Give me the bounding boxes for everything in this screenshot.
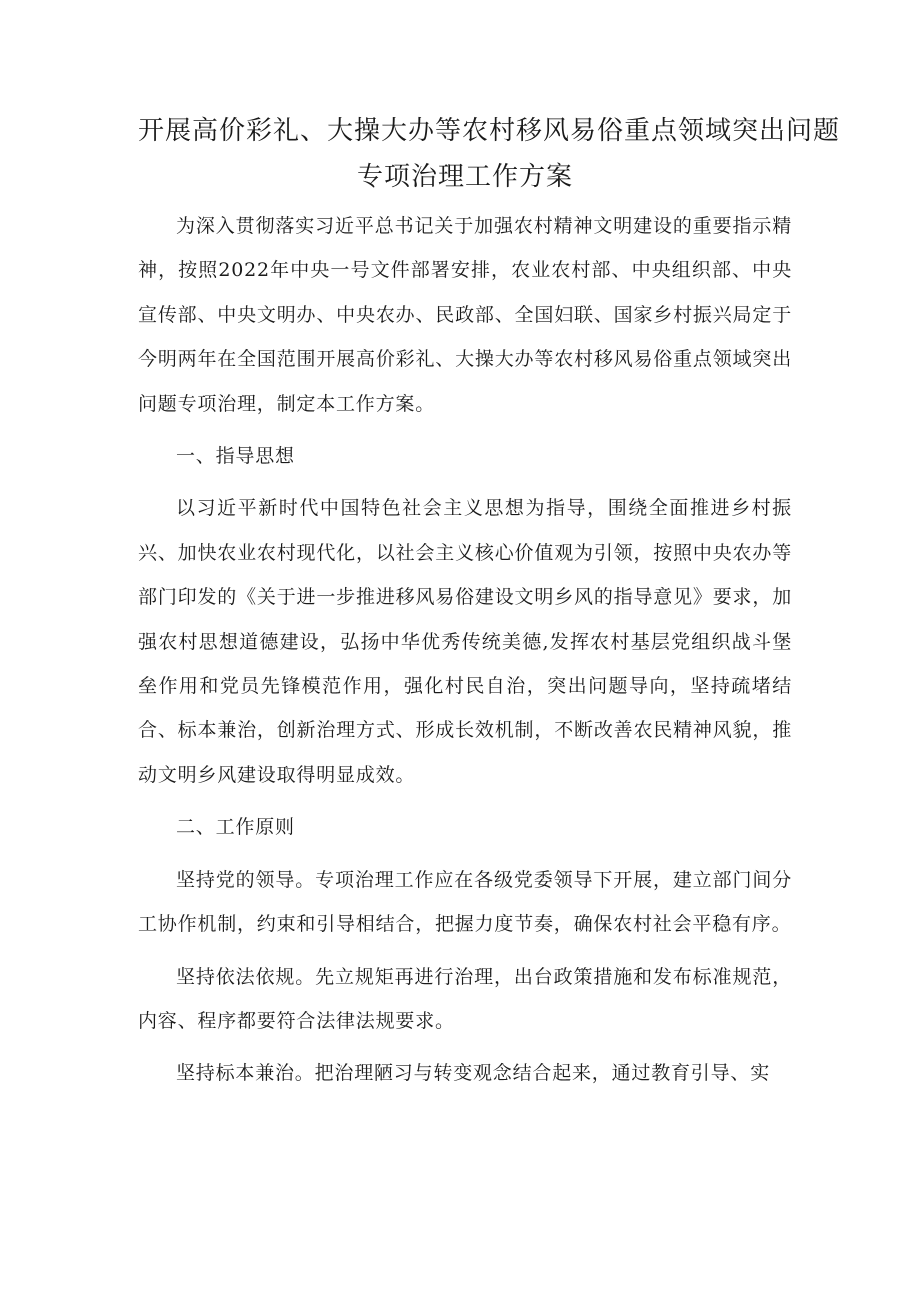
section-2-heading: 二、工作原则 <box>176 816 295 839</box>
document-page <box>138 108 841 1096</box>
principle-rule-of-law: 坚持依法依规。先立规矩再进行治理，出台政策措施和发布标准规范，内容、程序都要符合法律法规要求。 <box>138 965 792 1032</box>
intro-paragraph: 为深入贯彻落实习近平总书记关于加强农村精神文明建设的重要指示精神，按照2022年中央一号文件部署安排，农业农村部、中央组织部、中央宣传部、中央文明办、中央农办、民政部、全国妇联、国家乡村振兴局定于今明两年在全国范围开展高价彩礼、大操大办等农村移风易俗重点领域突出问题专项治理，制定本工作方案。 <box>138 215 792 415</box>
section-1-heading: 一、指导思想 <box>176 445 295 468</box>
title-line-1: 开展高价彩礼、大操大办等农村移风易俗重点领域突出问题 <box>138 116 841 146</box>
document-title <box>138 108 841 200</box>
title-line-2: 专项治理工作方案 <box>356 162 573 192</box>
principle-root-and-branch: 坚持标本兼治。把治理陋习与转变观念结合起来，通过教育引导、实 <box>176 1062 771 1085</box>
section-1-body: 以习近平新时代中国特色社会主义思想为指导，围绕全面推进乡村振兴、加快农业农村现代化，以社会主义核心价值观为引领，按照中央农办等部门印发的《关于进一步推进移风易俗建设文明乡风的指导意见》要求，加强农村思想道德建设，弘扬中华优秀传统美德,发挥农村基层党组织战斗堡垒作用和党员先锋模范作用，强化村民自治，突出问题导向，坚持疏堵结合、标本兼治，创新治理方式、形成长效机制，不断改善农民精神风貌，推动文明乡风建设取得明显成效。 <box>138 497 792 786</box>
principle-party-leadership: 坚持党的领导。专项治理工作应在各级党委领导下开展，建立部门间分工协作机制，约束和引导相结合，把握力度节奏，确保农村社会平稳有序。 <box>138 868 792 936</box>
